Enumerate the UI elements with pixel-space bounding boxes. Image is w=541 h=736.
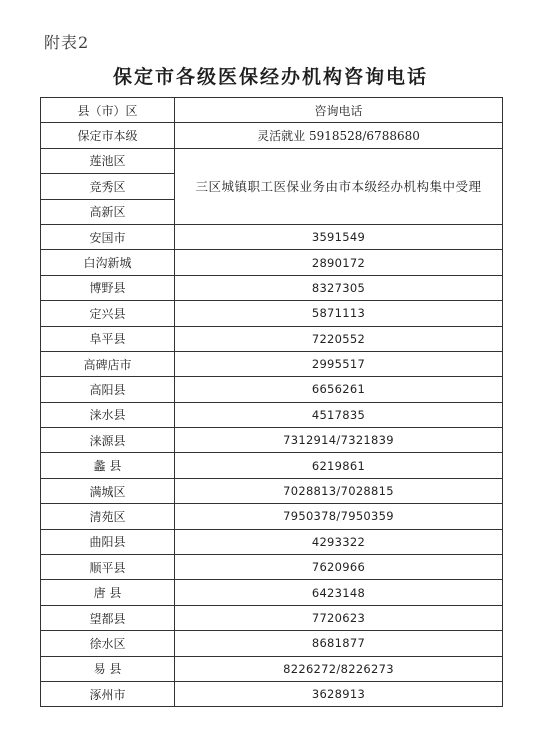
- region-cell: 清苑区: [41, 504, 175, 529]
- table-row: [41, 453, 503, 478]
- table-row: [41, 529, 503, 554]
- region-cell: 顺平县: [41, 555, 175, 580]
- table-row: [41, 656, 503, 681]
- table-row: [41, 555, 503, 580]
- phone-cell: 4293322: [175, 529, 503, 554]
- table-row: [41, 224, 503, 249]
- region-cell: 莲池区: [41, 148, 175, 173]
- header-region: 县（市）区: [41, 98, 175, 123]
- region-cell: 安国市: [41, 224, 175, 249]
- merged-note-cell: 三区城镇职工医保业务由市本级经办机构集中受理: [175, 148, 503, 224]
- table-row: [41, 351, 503, 376]
- table-row: [41, 250, 503, 275]
- phone-cell: 7312914/7321839: [175, 428, 503, 453]
- table-header-row: [41, 98, 503, 123]
- region-cell: 唐 县: [41, 580, 175, 605]
- table-row: [41, 504, 503, 529]
- phone-cell: 7950378/7950359: [175, 504, 503, 529]
- region-cell: 易 县: [41, 656, 175, 681]
- phone-cell: 7028813/7028815: [175, 478, 503, 503]
- table-row: [41, 326, 503, 351]
- table-row: [41, 605, 503, 630]
- phone-cell: 6219861: [175, 453, 503, 478]
- region-cell: 博野县: [41, 275, 175, 300]
- phone-cell: 8681877: [175, 631, 503, 656]
- header-phone: 咨询电话: [175, 98, 503, 123]
- phone-cell: 2995517: [175, 351, 503, 376]
- table-row: [41, 301, 503, 326]
- phone-cell: 8226272/8226273: [175, 656, 503, 681]
- table-row: [41, 377, 503, 402]
- phone-cell: 2890172: [175, 250, 503, 275]
- region-cell: 涞水县: [41, 402, 175, 427]
- region-cell: 高新区: [41, 199, 175, 224]
- region-cell: 曲阳县: [41, 529, 175, 554]
- region-cell: 望都县: [41, 605, 175, 630]
- phone-cell: 灵活就业 5918528/6788680: [175, 123, 503, 148]
- phone-cell: 4517835: [175, 402, 503, 427]
- region-cell: 满城区: [41, 478, 175, 503]
- region-cell: 高碑店市: [41, 351, 175, 376]
- phone-cell: 7220552: [175, 326, 503, 351]
- region-cell: 白沟新城: [41, 250, 175, 275]
- table-row: [41, 123, 503, 148]
- region-cell: 定兴县: [41, 301, 175, 326]
- table-row: [41, 478, 503, 503]
- annex-label: 附表2: [44, 33, 90, 52]
- table-row: [41, 681, 503, 706]
- region-cell: 阜平县: [41, 326, 175, 351]
- region-cell: 竞秀区: [41, 174, 175, 199]
- region-cell: 涿州市: [41, 681, 175, 706]
- phone-cell: 6656261: [175, 377, 503, 402]
- table-row: [41, 275, 503, 300]
- region-cell: 保定市本级: [41, 123, 175, 148]
- table-row: [41, 402, 503, 427]
- table-row: [41, 580, 503, 605]
- phone-cell: 5871113: [175, 301, 503, 326]
- phone-cell: 8327305: [175, 275, 503, 300]
- table-row: [41, 631, 503, 656]
- phone-cell: 7720623: [175, 605, 503, 630]
- region-cell: 高阳县: [41, 377, 175, 402]
- table-row: [41, 428, 503, 453]
- region-cell: 蠡 县: [41, 453, 175, 478]
- region-cell: 徐水区: [41, 631, 175, 656]
- phone-cell: 7620966: [175, 555, 503, 580]
- document-title: 保定市各级医保经办机构咨询电话: [112, 66, 428, 88]
- region-cell: 涞源县: [41, 428, 175, 453]
- phone-cell: 6423148: [175, 580, 503, 605]
- table-row: [41, 148, 503, 173]
- phone-cell: 3591549: [175, 224, 503, 249]
- consultation-phone-table: [40, 97, 503, 707]
- phone-cell: 3628913: [175, 681, 503, 706]
